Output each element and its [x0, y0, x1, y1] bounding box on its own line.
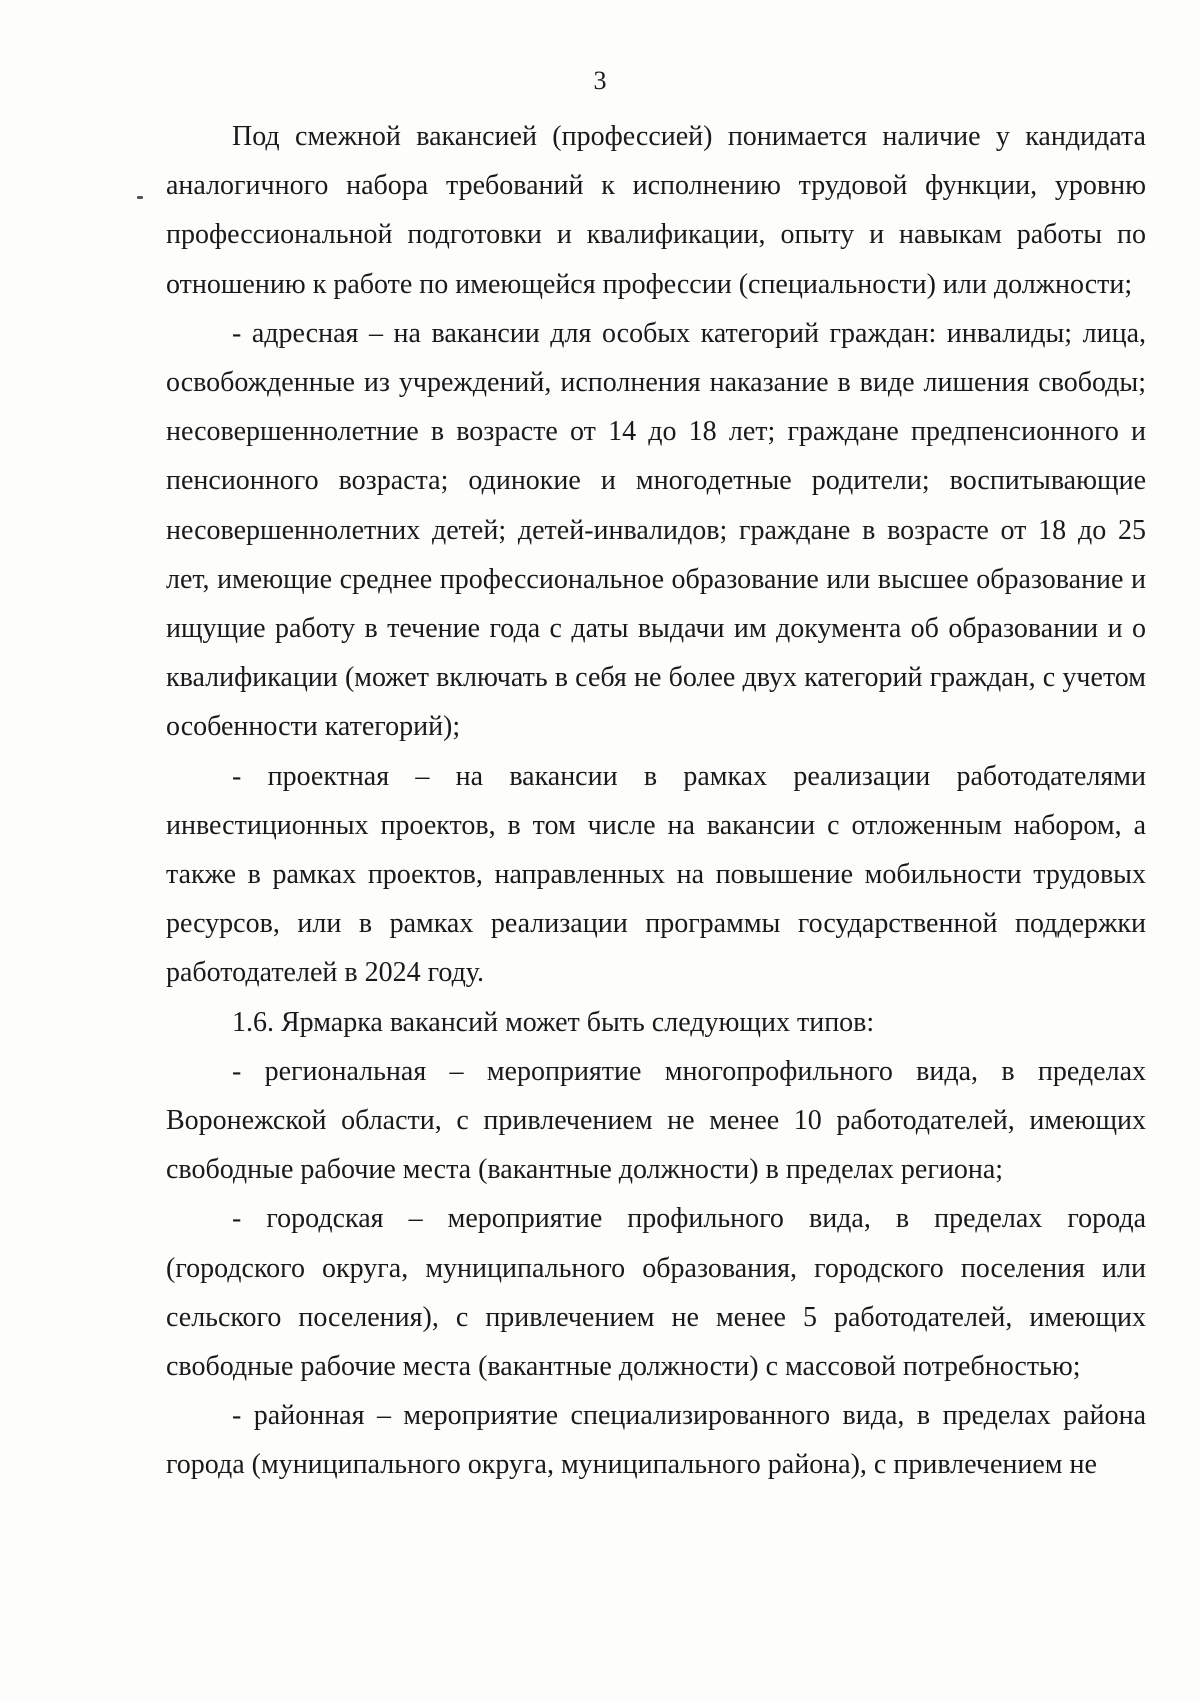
paragraph-related-vacancy-definition: Под смежной вакансией (профессией) понимается наличие у кандидата аналогичного набора требований к исполнению трудовой функции, уровню профессиональной подготовки и квалификации, опыту и навыкам работы по отношению к работе по имеющейся профессии (специальности) или должности;	[166, 121, 1146, 300]
paragraph-city-fair: - городская – мероприятие профильного вида, в пределах города (городского округа, муниципального образования, городского поселения или сельского поселения), с привлечением не менее 5 работодателей, имеющих свободные рабочие места (вакантные должности) с массовой потребностью;	[166, 1203, 1146, 1383]
paragraph-section-1-6: 1.6. Ярмарка вакансий может быть следующих типов:	[232, 1006, 875, 1038]
paragraph-project-fair: - проектная – на вакансии в рамках реализации работодателями инвестиционных проектов, в том числе на вакансии с отложенным набором, а также в рамках проектов, направленных на повышение мобильности трудовых ресурсов, или в рамках реализации программы государственной поддержки работодателей в 2024 году.	[166, 760, 1146, 989]
scan-mark	[137, 196, 143, 199]
paragraph-district-fair: - районная – мероприятие специализированного вида, в пределах района города (муниципального округа, муниципального района), с привлечением не	[166, 1400, 1146, 1481]
document-body	[166, 112, 1146, 1490]
paragraph-targeted-fair: - адресная – на вакансии для особых категорий граждан: инвалиды; лица, освобожденные из учреждений, исполнения наказание в виде лишения свободы; несовершеннолетние в возрасте от 14 до 18 лет; граждане предпенсионного и пенсионного возраста; одинокие и многодетные родители; воспитывающие несовершеннолетних детей; детей-инвалидов; граждане в возрасте от 18 до 25 лет, имеющие среднее профессиональное образование или высшее образование и ищущие работу в течение года с даты выдачи им документа об образовании и о квалификации (может включать в себя не более двух категорий граждан, с учетом особенности категорий);	[166, 317, 1146, 743]
paragraph-regional-fair: - региональная – мероприятие многопрофильного вида, в пределах Воронежской области, с привлечением не менее 10 работодателей, имеющих свободные рабочие места (вакантные должности) в пределах региона;	[166, 1055, 1146, 1186]
page-number: 3	[593, 66, 607, 95]
